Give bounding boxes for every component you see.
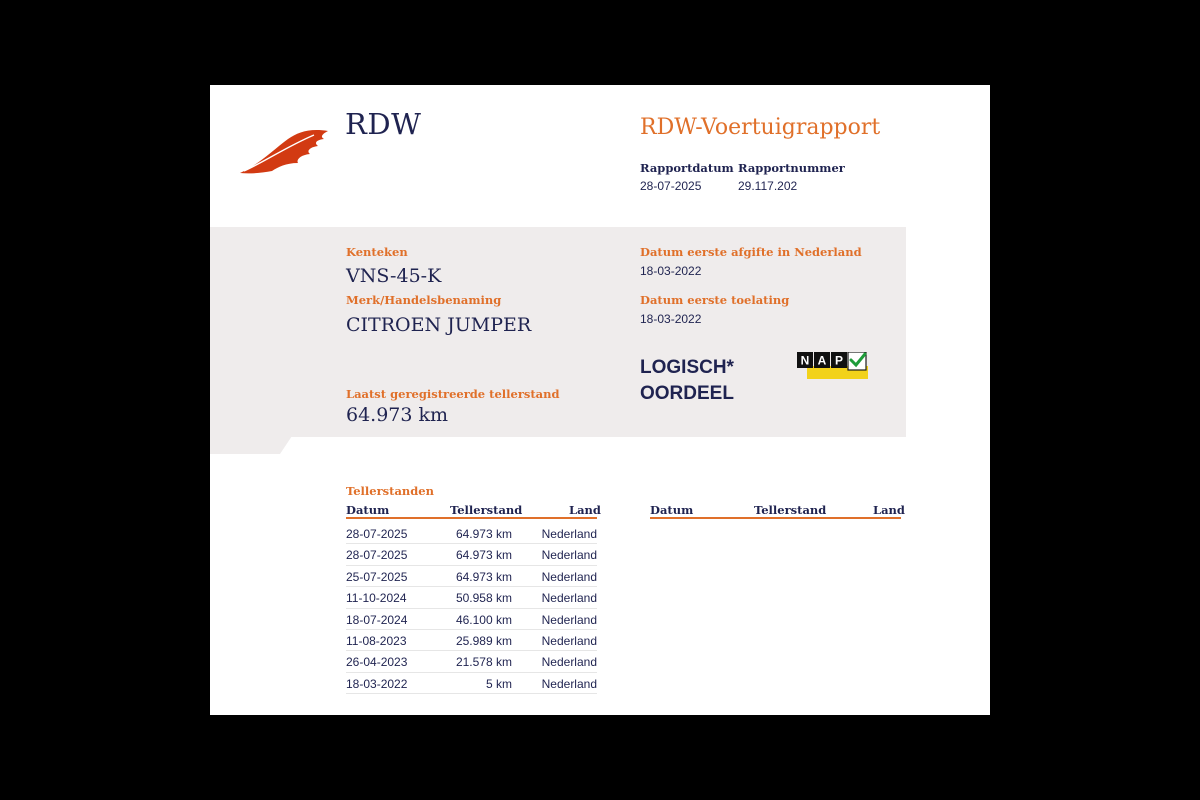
first-issue-nl-label: Datum eerste afgifte in Nederland (640, 245, 862, 259)
verdict-line-2: OORDEEL (640, 383, 734, 404)
svg-text:N: N (800, 353, 810, 368)
last-odometer-label: Laatst geregistreerde tellerstand (346, 387, 560, 401)
panel-tab-shape (210, 436, 300, 454)
row-reading: 46.100 km (455, 612, 512, 627)
first-admission-label: Datum eerste toelating (640, 293, 790, 307)
table-row (346, 630, 597, 651)
row-reading: 25.989 km (455, 633, 512, 648)
table-row (346, 673, 597, 694)
report-page (210, 85, 990, 715)
row-date: 26-04-2023 (346, 655, 408, 670)
first-issue-nl-value: 18-03-2022 (640, 264, 702, 278)
report-date-label: Rapportdatum (640, 161, 734, 175)
nap-logo-icon (797, 352, 869, 380)
table-row (346, 523, 597, 544)
rdw-logo-icon (238, 125, 330, 177)
plate-value: VNS-45-K (346, 265, 442, 287)
row-reading: 50.958 km (455, 591, 512, 606)
table-row (346, 587, 597, 608)
svg-text:A: A (817, 353, 827, 368)
row-date: 18-03-2022 (346, 676, 408, 691)
row-country: Nederland (541, 633, 597, 648)
brand-name: RDW (345, 107, 422, 141)
first-admission-value: 18-03-2022 (640, 312, 702, 326)
table-row (346, 651, 597, 672)
verdict-line-1: LOGISCH* (640, 357, 734, 378)
make-value: CITROEN JUMPER (346, 314, 532, 336)
row-country: Nederland (541, 676, 597, 691)
report-number-label: Rapportnummer (738, 161, 845, 175)
row-date: 25-07-2025 (346, 569, 408, 584)
row-reading: 64.973 km (455, 548, 512, 563)
row-reading: 64.973 km (455, 569, 512, 584)
row-reading: 5 km (485, 676, 512, 691)
report-number: 29.117.202 (738, 179, 798, 193)
plate-label: Kenteken (346, 245, 408, 259)
header-rule-left (346, 517, 597, 519)
col-header-date-right: Datum (650, 503, 694, 517)
row-date: 11-08-2023 (346, 633, 407, 648)
row-date: 28-07-2025 (346, 527, 408, 541)
svg-text:P: P (834, 353, 844, 368)
row-country: Nederland (541, 612, 597, 627)
row-date: 28-07-2025 (346, 548, 408, 563)
header-rule-right (650, 517, 901, 519)
table-row (346, 544, 597, 565)
row-date: 11-10-2024 (346, 591, 407, 606)
odometer-section-title: Tellerstanden (346, 484, 434, 498)
table-row (346, 566, 597, 587)
odometer-verdict (640, 355, 734, 407)
row-date: 18-07-2024 (346, 612, 408, 627)
last-odometer-value: 64.973 km (346, 404, 449, 426)
row-reading: 21.578 km (455, 655, 512, 670)
col-header-date: Datum (346, 503, 390, 517)
col-header-reading: Tellerstand (450, 503, 523, 517)
row-country: Nederland (541, 655, 597, 670)
row-country: Nederland (541, 548, 597, 563)
col-header-country-right: Land (873, 503, 905, 517)
make-label: Merk/Handelsbenaming (346, 293, 502, 307)
row-country: Nederland (541, 569, 597, 584)
odometer-table (346, 523, 597, 694)
report-title: RDW-Voertuigrapport (640, 115, 881, 140)
row-reading: 64.973 km (455, 527, 512, 541)
table-row (346, 609, 597, 630)
col-header-country: Land (569, 503, 601, 517)
col-header-reading-right: Tellerstand (754, 503, 827, 517)
row-country: Nederland (541, 527, 597, 541)
report-date: 28-07-2025 (640, 179, 702, 193)
row-country: Nederland (541, 591, 597, 606)
